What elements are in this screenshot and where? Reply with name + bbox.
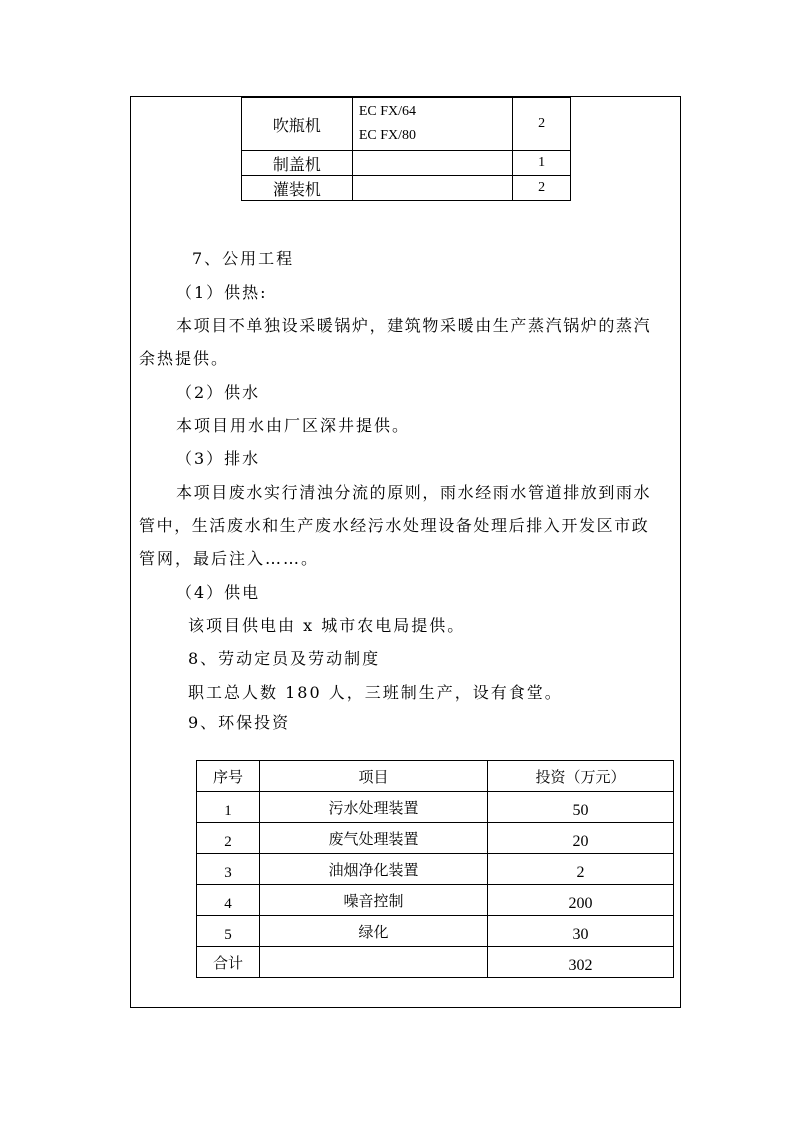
equipment-table xyxy=(241,97,571,201)
row-item: 废气处理装置 xyxy=(260,823,488,854)
table-row xyxy=(242,151,571,176)
model-line: EC FX/80 xyxy=(358,128,417,143)
row-item: 污水处理装置 xyxy=(260,792,488,823)
investment-table xyxy=(196,760,674,978)
drain-text: 本项目废水实行清浊分流的原则，雨水经雨水管道排放到雨水 xyxy=(176,483,652,502)
table-header-row xyxy=(197,761,674,792)
row-no: 4 xyxy=(197,885,260,916)
equipment-model xyxy=(352,98,512,151)
table-row xyxy=(242,176,571,201)
header-amount: 投资（万元） xyxy=(488,761,674,792)
equipment-qty: 1 xyxy=(513,151,571,176)
equipment-qty: 2 xyxy=(513,176,571,201)
row-amount: 30 xyxy=(488,916,674,947)
table-total-row xyxy=(197,947,674,978)
equipment-name: 吹瓶机 xyxy=(242,98,353,151)
equipment-model xyxy=(352,176,512,201)
row-item: 绿化 xyxy=(260,916,488,947)
row-item: 噪音控制 xyxy=(260,885,488,916)
section8-heading: 8、劳动定员及劳动制度 xyxy=(188,649,381,668)
model-line: EC FX/64 xyxy=(358,104,417,119)
row-no: 2 xyxy=(197,823,260,854)
total-amount: 302 xyxy=(488,947,674,978)
row-no: 3 xyxy=(197,854,260,885)
equipment-name: 制盖机 xyxy=(242,151,353,176)
row-no: 5 xyxy=(197,916,260,947)
table-row xyxy=(197,792,674,823)
table-row xyxy=(197,854,674,885)
row-amount: 200 xyxy=(488,885,674,916)
power-text: 该项目供电由 x 城市农电局提供。 xyxy=(188,616,466,635)
table-row xyxy=(197,823,674,854)
row-amount: 20 xyxy=(488,823,674,854)
total-label: 合计 xyxy=(197,947,260,978)
water-text: 本项目用水由厂区深井提供。 xyxy=(176,416,411,435)
header-no: 序号 xyxy=(197,761,260,792)
row-amount: 50 xyxy=(488,792,674,823)
water-label: （2）供水 xyxy=(176,383,261,402)
equipment-model xyxy=(352,151,512,176)
heat-text-cont: 余热提供。 xyxy=(139,349,230,368)
equipment-name: 灌装机 xyxy=(242,176,353,201)
table-row xyxy=(242,98,571,151)
drain-label: （3）排水 xyxy=(176,449,261,468)
section7-heading: 7、公用工程 xyxy=(192,249,295,268)
drain-text-cont: 管网，最后注入……。 xyxy=(139,549,320,568)
table-row xyxy=(197,916,674,947)
row-amount: 2 xyxy=(488,854,674,885)
equipment-qty: 2 xyxy=(513,98,571,151)
section9-heading: 9、环保投资 xyxy=(188,713,291,732)
table-row xyxy=(197,885,674,916)
section8-text: 职工总人数 180 人，三班制生产，设有食堂。 xyxy=(188,683,563,702)
row-no: 1 xyxy=(197,792,260,823)
total-item xyxy=(260,947,488,978)
header-item: 项目 xyxy=(260,761,488,792)
heat-label: （1）供热: xyxy=(176,283,268,302)
power-label: （4）供电 xyxy=(176,583,261,602)
heat-text: 本项目不单独设采暖锅炉，建筑物采暖由生产蒸汽锅炉的蒸汽 xyxy=(176,316,652,335)
drain-text-cont: 管中，生活废水和生产废水经污水处理设备处理后排入开发区市政 xyxy=(139,516,650,535)
row-item: 油烟净化装置 xyxy=(260,854,488,885)
